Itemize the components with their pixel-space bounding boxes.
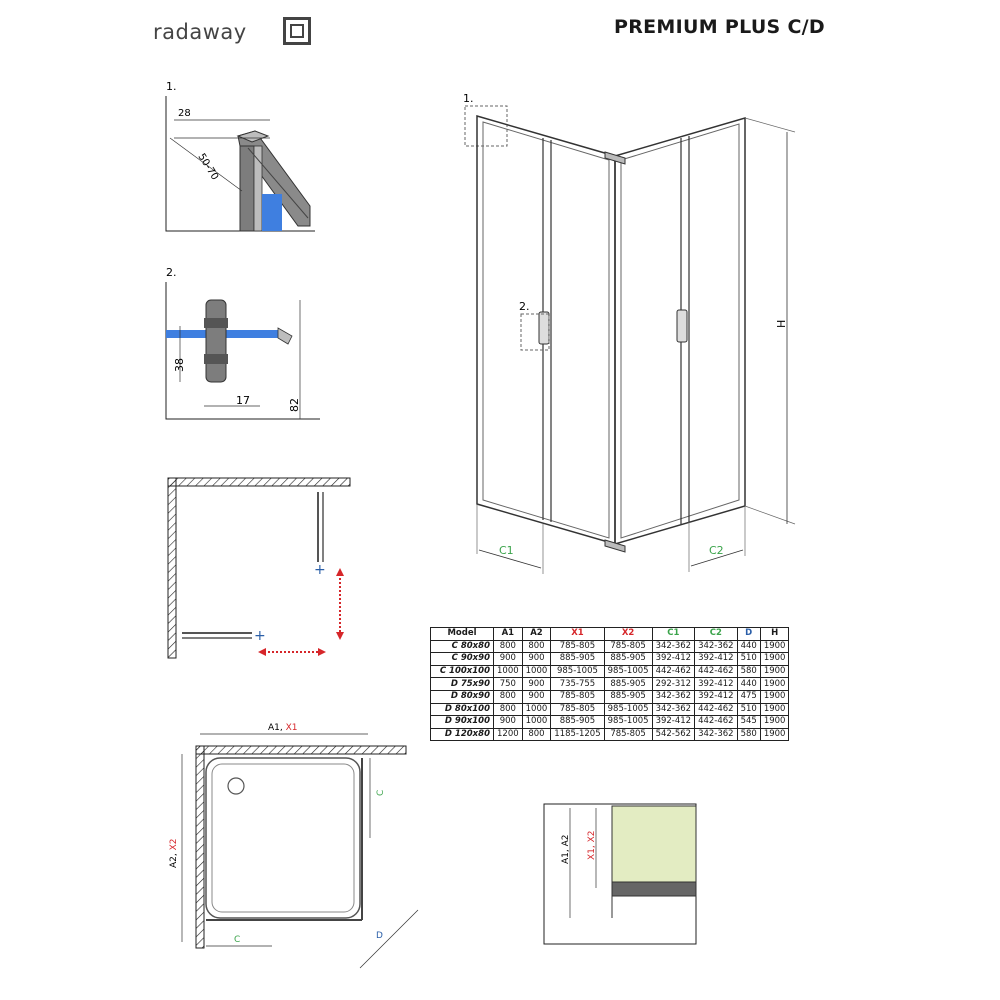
table-cell: 510 (737, 653, 760, 666)
table-cell: 1000 (522, 716, 551, 729)
table-cell: 985-1005 (604, 703, 652, 716)
table-cell: 900 (522, 690, 551, 703)
table-cell: 392-412 (695, 678, 738, 691)
table-cell: 292-312 (652, 678, 695, 691)
table-cell: 785-805 (551, 640, 604, 653)
table-cell: 1900 (760, 690, 789, 703)
table-row (431, 665, 789, 678)
page-title: PREMIUM PLUS C/D (614, 16, 825, 38)
table-cell: 1900 (760, 665, 789, 678)
col-header-a1: A1 (494, 628, 523, 641)
table-cell: 342-362 (652, 703, 695, 716)
main-enclosure-view (455, 88, 815, 578)
table-cell: 800 (522, 728, 551, 741)
table-cell: D 80x100 (431, 703, 494, 716)
table-cell: 985-1005 (551, 665, 604, 678)
table-cell: 900 (522, 653, 551, 666)
table-cell: 1000 (522, 703, 551, 716)
table-cell: 392-412 (695, 690, 738, 703)
table-cell: D 120x80 (431, 728, 494, 741)
table-cell: C 100x100 (431, 665, 494, 678)
detail-2-diagram (160, 262, 330, 422)
table-cell: 900 (522, 678, 551, 691)
table-cell: 440 (737, 640, 760, 653)
table-cell: 800 (522, 640, 551, 653)
dim-x1x2-label: X1, X2 (587, 830, 597, 860)
table-row (431, 653, 789, 666)
col-header-h: H (760, 628, 789, 641)
table-row (431, 678, 789, 691)
table-cell: 392-412 (695, 653, 738, 666)
table-cell: 580 (737, 665, 760, 678)
table-cell: 342-362 (652, 640, 695, 653)
table-cell: 342-362 (695, 728, 738, 741)
detail-1-dim-28: 28 (178, 108, 191, 119)
detail-2-number: 2. (166, 266, 177, 279)
table-cell: 1900 (760, 653, 789, 666)
table-cell: 800 (494, 640, 523, 653)
table-cell: 342-362 (695, 640, 738, 653)
table-cell: 510 (737, 703, 760, 716)
table-cell: 785-805 (551, 703, 604, 716)
table-cell: 800 (494, 690, 523, 703)
table-cell: C 90x90 (431, 653, 494, 666)
table-cell: 442-462 (652, 665, 695, 678)
col-header-x2: X2 (604, 628, 652, 641)
table-cell: 1900 (760, 716, 789, 729)
table-cell: 885-905 (551, 653, 604, 666)
detail-2-dim-82: 82 (288, 398, 301, 412)
table-cell: 545 (737, 716, 760, 729)
handle-right-icon: + (314, 562, 326, 578)
table-cell: 785-805 (551, 690, 604, 703)
dim-c2-label: C2 (709, 544, 724, 557)
dim-h-label: H (775, 319, 788, 328)
table-cell: 392-412 (652, 653, 695, 666)
table-cell: 442-462 (695, 665, 738, 678)
top-view-door-plan (160, 470, 360, 670)
table-cell: 475 (737, 690, 760, 703)
table-row (431, 640, 789, 653)
wall-profile-detail (540, 800, 700, 950)
dim-a2-label: A2, X2 (169, 838, 179, 868)
col-header-a2: A2 (522, 628, 551, 641)
col-header-d: D (737, 628, 760, 641)
table-cell: 1900 (760, 728, 789, 741)
table-cell: 800 (494, 703, 523, 716)
table-cell: 542-562 (652, 728, 695, 741)
table-cell: 1185-1205 (551, 728, 604, 741)
detail-2-dim-38: 38 (173, 358, 186, 372)
table-cell: C 80x80 (431, 640, 494, 653)
table-cell: 342-362 (652, 690, 695, 703)
table-cell: 442-462 (695, 703, 738, 716)
dim-c-right-label: C (376, 789, 386, 796)
detail-1-diagram (160, 76, 320, 236)
tray-plan-view (160, 718, 440, 988)
dim-a1a2-label: A1, A2 (561, 834, 571, 864)
table-cell: D 90x100 (431, 716, 494, 729)
table-row (431, 703, 789, 716)
table-cell: 750 (494, 678, 523, 691)
table-cell: 785-805 (604, 640, 652, 653)
table-cell: 900 (494, 653, 523, 666)
table-cell: 885-905 (604, 678, 652, 691)
col-header-c1: C1 (652, 628, 695, 641)
brand-logo-icon (283, 17, 311, 45)
table-cell: D 75x90 (431, 678, 494, 691)
table-cell: 1900 (760, 678, 789, 691)
table-cell: D 80x90 (431, 690, 494, 703)
table-cell: 785-805 (604, 728, 652, 741)
table-cell: 885-905 (604, 690, 652, 703)
table-cell: 1000 (522, 665, 551, 678)
table-header-row (431, 628, 789, 641)
brand-logo-text: radaway (153, 20, 247, 44)
table-row (431, 716, 789, 729)
table-cell: 735-755 (551, 678, 604, 691)
table-cell: 1200 (494, 728, 523, 741)
table-cell: 885-905 (604, 653, 652, 666)
dim-a1-label: A1, X1 (268, 723, 298, 733)
table-cell: 885-905 (551, 716, 604, 729)
dim-c1-label: C1 (499, 544, 514, 557)
table-cell: 580 (737, 728, 760, 741)
table-row (431, 728, 789, 741)
callout-2: 2. (519, 300, 530, 313)
dim-d-label: D (376, 931, 383, 941)
table-cell: 440 (737, 678, 760, 691)
col-header-c2: C2 (695, 628, 738, 641)
detail-2-dim-17: 17 (236, 394, 250, 407)
table-cell: 985-1005 (604, 716, 652, 729)
table-row (431, 690, 789, 703)
dim-c-bottom-label: C (234, 935, 241, 945)
detail-1-dim-50-70: 50-70 (195, 151, 221, 183)
table-cell: 985-1005 (604, 665, 652, 678)
detail-1-number: 1. (166, 80, 177, 93)
table-cell: 900 (494, 716, 523, 729)
table-cell: 442-462 (695, 716, 738, 729)
table-cell: 1000 (494, 665, 523, 678)
handle-bottom-icon: + (254, 628, 266, 644)
table-cell: 1900 (760, 703, 789, 716)
table-cell: 392-412 (652, 716, 695, 729)
spec-table (430, 627, 789, 741)
table-cell: 1900 (760, 640, 789, 653)
col-header-x1: X1 (551, 628, 604, 641)
col-header-model: Model (431, 628, 494, 641)
callout-1: 1. (463, 92, 474, 105)
